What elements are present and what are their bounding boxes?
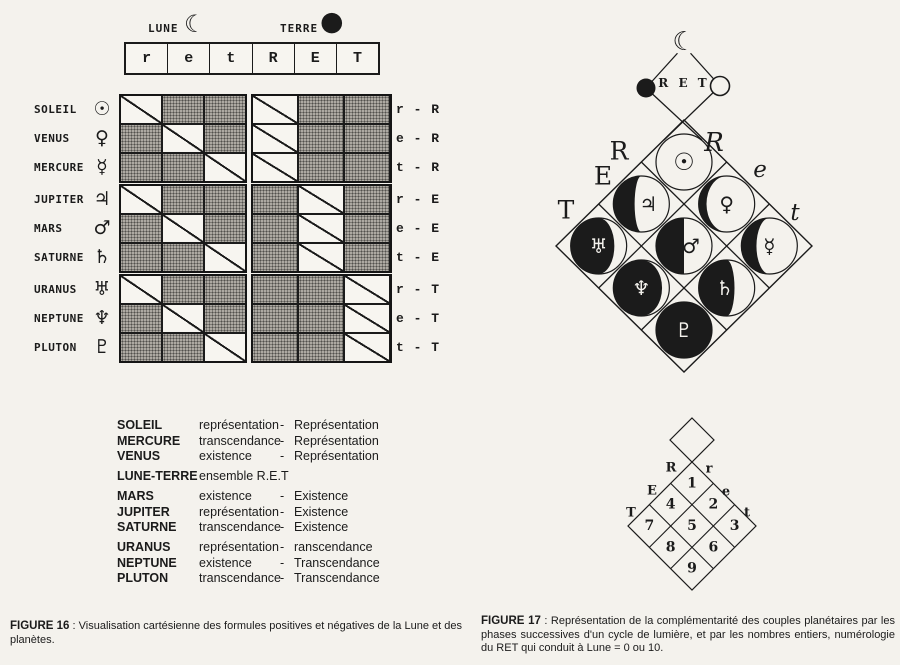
legend-minuscule-term: représentation: [199, 540, 279, 554]
formula-label: e - R: [396, 131, 441, 146]
white-moon-circle: [711, 77, 730, 96]
grid-cell: [252, 124, 298, 153]
grid-cell: [344, 243, 390, 272]
grid-cell: [204, 214, 246, 243]
crescent-moon-icon: ☾: [672, 27, 696, 57]
legend-planet-name: JUPITER: [117, 504, 170, 519]
formula-label: t - T: [396, 340, 441, 355]
ret-number: 4: [665, 496, 676, 513]
planet-name-label: MARS: [34, 222, 63, 235]
mercure-symbol-icon: ☿: [96, 156, 108, 178]
grid-cell: [162, 185, 204, 214]
fig17-diagram: [480, 0, 900, 608]
grid-cell: [344, 95, 390, 124]
planet-name-label: URANUS: [34, 283, 77, 296]
grid-cell: [298, 304, 344, 333]
legend-minuscule-term: transcendance: [199, 520, 282, 534]
legend-minuscule-term: représentation: [199, 504, 279, 519]
formula-label: e - T: [396, 311, 441, 326]
grid-cell: [120, 214, 162, 243]
grid-cell: [344, 124, 390, 153]
legend-planet-name: PLUTON: [117, 571, 169, 585]
saturne-symbol-icon: ♄: [715, 276, 734, 300]
numbers-diamond-letter-left: E: [647, 483, 657, 499]
numbers-diamond-letter-right: e: [721, 484, 731, 500]
soleil-symbol-icon: ☉: [93, 98, 111, 120]
numbers-diamond-gridline: [649, 505, 713, 569]
numbers-diamond-gridline: [671, 505, 735, 569]
legend-minuscule-term: transcendance: [199, 571, 282, 585]
legend-majuscule-term: Représentation: [294, 418, 379, 432]
legend-planet-name: SATURNE: [117, 520, 177, 534]
ret-letter-cell: e: [168, 44, 210, 73]
legend-dash: -: [280, 433, 285, 448]
empty-moon-diamond: [670, 418, 714, 462]
mars-symbol-icon: ♂: [682, 234, 700, 258]
grid-cell: [298, 243, 344, 272]
grid-cell: [162, 275, 204, 304]
grid-cell: [204, 153, 246, 182]
grid-cell: [120, 153, 162, 182]
formula-label: t - E: [396, 250, 441, 265]
mars-phase-shadow: [656, 218, 684, 274]
ret-diamond-edge: [646, 88, 702, 140]
planet-name-label: PLUTON: [34, 341, 77, 354]
uranus-symbol-icon: ♅: [589, 234, 608, 258]
legend-majuscule-term: Transcendance: [294, 571, 380, 585]
saturne-symbol-icon: ♄: [93, 246, 111, 268]
ret-number: 7: [644, 518, 655, 534]
ret-number: 8: [665, 539, 676, 556]
grid-cell: [252, 214, 298, 243]
grid-cell: [120, 185, 162, 214]
numbers-diamond-gridline: [649, 483, 713, 547]
grid-cell: [344, 333, 390, 362]
legend-planet-name: MERCURE: [117, 433, 181, 448]
grid-cell: [162, 95, 204, 124]
ret-number: 6: [708, 539, 719, 556]
grid-cell: [252, 333, 298, 362]
venus-symbol-icon: ♀: [95, 127, 109, 149]
grid-cell: [204, 124, 246, 153]
ret-number: 2: [708, 496, 719, 513]
grid-cell: [162, 153, 204, 182]
legend-dash: -: [280, 489, 285, 503]
big-diamond-letter-right: e: [753, 157, 767, 183]
jupiter-symbol-icon: ♃: [639, 192, 658, 216]
figure17-caption: FIGURE 17 : Représentation de la complémentarité des couples planétaires par les phases successives d'un cycle de lumière, et par les nombres entiers, numérologie du RET qui conduit à Lune = 0 ou 10.: [481, 615, 895, 654]
legend-dash: -: [280, 418, 285, 432]
grid-cell: [204, 185, 246, 214]
terre-label: TERRE: [280, 22, 319, 35]
grid-cell: [120, 95, 162, 124]
grid-cell: [120, 304, 162, 333]
grid-cell: [252, 275, 298, 304]
grid-cell: [344, 214, 390, 243]
earth-dot-icon: ●: [320, 6, 344, 37]
numbers-diamond-letter-right: r: [705, 461, 713, 477]
grid-cell: [252, 153, 298, 182]
legend-planet-name: VENUS: [117, 449, 161, 463]
grid-cell: [298, 185, 344, 214]
planet-name-label: MERCURE: [34, 161, 84, 174]
figure17-caption-text: Représentation de la complémentarité des couples planétaires par les phases successives d'un cycle de lumière, et par les nombres entiers, numérologie du RET qui conduit à Lune = 0 ou 10.: [481, 615, 895, 654]
legend-minuscule-term: existence: [199, 489, 252, 503]
formula-label: r - E: [396, 192, 441, 207]
lune-label: LUNE: [148, 22, 179, 35]
numbers-diamond-letter-left: T: [626, 505, 636, 521]
legend-dash: -: [280, 540, 285, 554]
pluton-symbol-icon: ♇: [675, 318, 693, 342]
grid-cell: [162, 304, 204, 333]
ret-number: 1: [687, 475, 697, 492]
grid-cell: [252, 185, 298, 214]
big-diamond-letter-right: R: [704, 128, 724, 158]
ret-number: 3: [729, 518, 740, 534]
grid-cell: [120, 243, 162, 272]
legend-majuscule-term: Existence: [294, 504, 349, 519]
formula-label: e - E: [396, 221, 441, 236]
grid-cell: [344, 304, 390, 333]
grid-cell: [298, 214, 344, 243]
legend-majuscule-term: Existence: [294, 489, 349, 503]
grid-cell: [162, 333, 204, 362]
grid-cell: [120, 124, 162, 153]
legend-minuscule-term: existence: [199, 555, 252, 570]
grid-cell: [252, 304, 298, 333]
neptune-symbol-icon: ♆: [93, 307, 111, 329]
ret-number: 5: [687, 518, 697, 534]
legend-planet-name: URANUS: [117, 540, 171, 554]
formula-label: r - R: [396, 102, 441, 117]
legend-planet-name: NEPTUNE: [117, 555, 177, 570]
legend-dash: -: [280, 571, 285, 585]
formula-label: t - R: [396, 160, 441, 175]
legend-minuscule-term: existence: [199, 449, 252, 463]
grid-cell: [344, 153, 390, 182]
grid-cell: [298, 153, 344, 182]
grid-cell: [162, 214, 204, 243]
ret-number: 9: [687, 560, 697, 577]
legend-majuscule-term: Existence: [294, 520, 349, 534]
grid-cell: [298, 333, 344, 362]
numbers-diamond-letter-right: t: [743, 505, 751, 521]
figure16-caption: FIGURE 16 : Visualisation cartésienne des formules positives et négatives de la Lune et des planètes.: [10, 620, 462, 646]
legend-minuscule-term: représentation: [199, 418, 279, 432]
legend-dash: -: [280, 449, 285, 463]
grid-cell: [162, 124, 204, 153]
grid-cell: [204, 275, 246, 304]
ret-letter-cell: T: [352, 50, 362, 67]
planet-name-label: JUPITER: [34, 193, 84, 206]
planet-name-label: VENUS: [34, 132, 70, 145]
ret-letter-cell: r: [126, 44, 168, 73]
jupiter-symbol-icon: ♃: [93, 188, 111, 210]
planet-name-label: SATURNE: [34, 251, 84, 264]
ret-letter-cell: R: [253, 44, 295, 73]
grid-cell: [252, 243, 298, 272]
big-diamond-letter-left: T: [557, 195, 575, 225]
grid-cell: [344, 185, 390, 214]
grid-cell: [120, 333, 162, 362]
legend-majuscule-term: Représentation: [294, 449, 379, 463]
legend-dash: -: [280, 555, 285, 570]
soleil-symbol-icon: ☉: [673, 148, 695, 176]
planet-name-label: NEPTUNE: [34, 312, 84, 325]
pluton-symbol-icon: ♇: [93, 336, 111, 358]
legend-majuscule-term: Représentation: [294, 433, 379, 448]
figure16-caption-label: FIGURE 16: [10, 620, 70, 632]
ret-text: R E T: [658, 76, 710, 90]
legend-dash: -: [280, 504, 285, 519]
legend-planet-name: LUNE-TERRE: [117, 469, 198, 483]
grid-cell: [204, 243, 246, 272]
grid-cell: [344, 275, 390, 304]
numbers-diamond-letter-left: R: [665, 460, 677, 476]
grid-cell: [120, 275, 162, 304]
uranus-symbol-icon: ♅: [93, 278, 111, 300]
grid-cell: [204, 304, 246, 333]
planet-name-label: SOLEIL: [34, 103, 77, 116]
grid-cell: [162, 243, 204, 272]
legend-majuscule-term: Transcendance: [294, 555, 380, 570]
mars-symbol-icon: ♂: [93, 217, 111, 239]
grid-cell: [298, 275, 344, 304]
grid-cell: [252, 95, 298, 124]
ret-letter-cell: E: [295, 44, 337, 73]
legend-majuscule-term: ranscendance: [294, 540, 373, 554]
ret-letter-cell: t: [210, 44, 252, 73]
mercure-symbol-icon: ☿: [763, 234, 776, 258]
big-diamond-letter-left: R: [609, 136, 629, 166]
legend-minuscule-term: transcendance: [199, 433, 282, 448]
venus-symbol-icon: ♀: [719, 192, 734, 216]
legend-dash: -: [280, 520, 285, 534]
grid-cell: [204, 95, 246, 124]
legend-planet-name: SOLEIL: [117, 418, 163, 432]
legend-planet-name: MARS: [117, 489, 154, 503]
figure17-caption-label: FIGURE 17: [481, 615, 541, 627]
figure16-caption-text: Visualisation cartésienne des formules positives et négatives de la Lune et des planètes.: [10, 620, 462, 646]
big-diamond-letter-right: t: [790, 200, 800, 226]
black-moon-dot: [637, 79, 656, 98]
ret-letter-strip: [124, 42, 380, 75]
big-diamond-letter-left: E: [593, 161, 613, 191]
neptune-symbol-icon: ♆: [632, 276, 651, 300]
crescent-moon-icon: ☾: [184, 10, 206, 38]
grid-cell: [298, 95, 344, 124]
grid-cell: [204, 333, 246, 362]
legend-minuscule-term: ensemble R.E.T: [199, 469, 289, 483]
grid-cell: [298, 124, 344, 153]
formula-label: r - T: [396, 282, 441, 297]
